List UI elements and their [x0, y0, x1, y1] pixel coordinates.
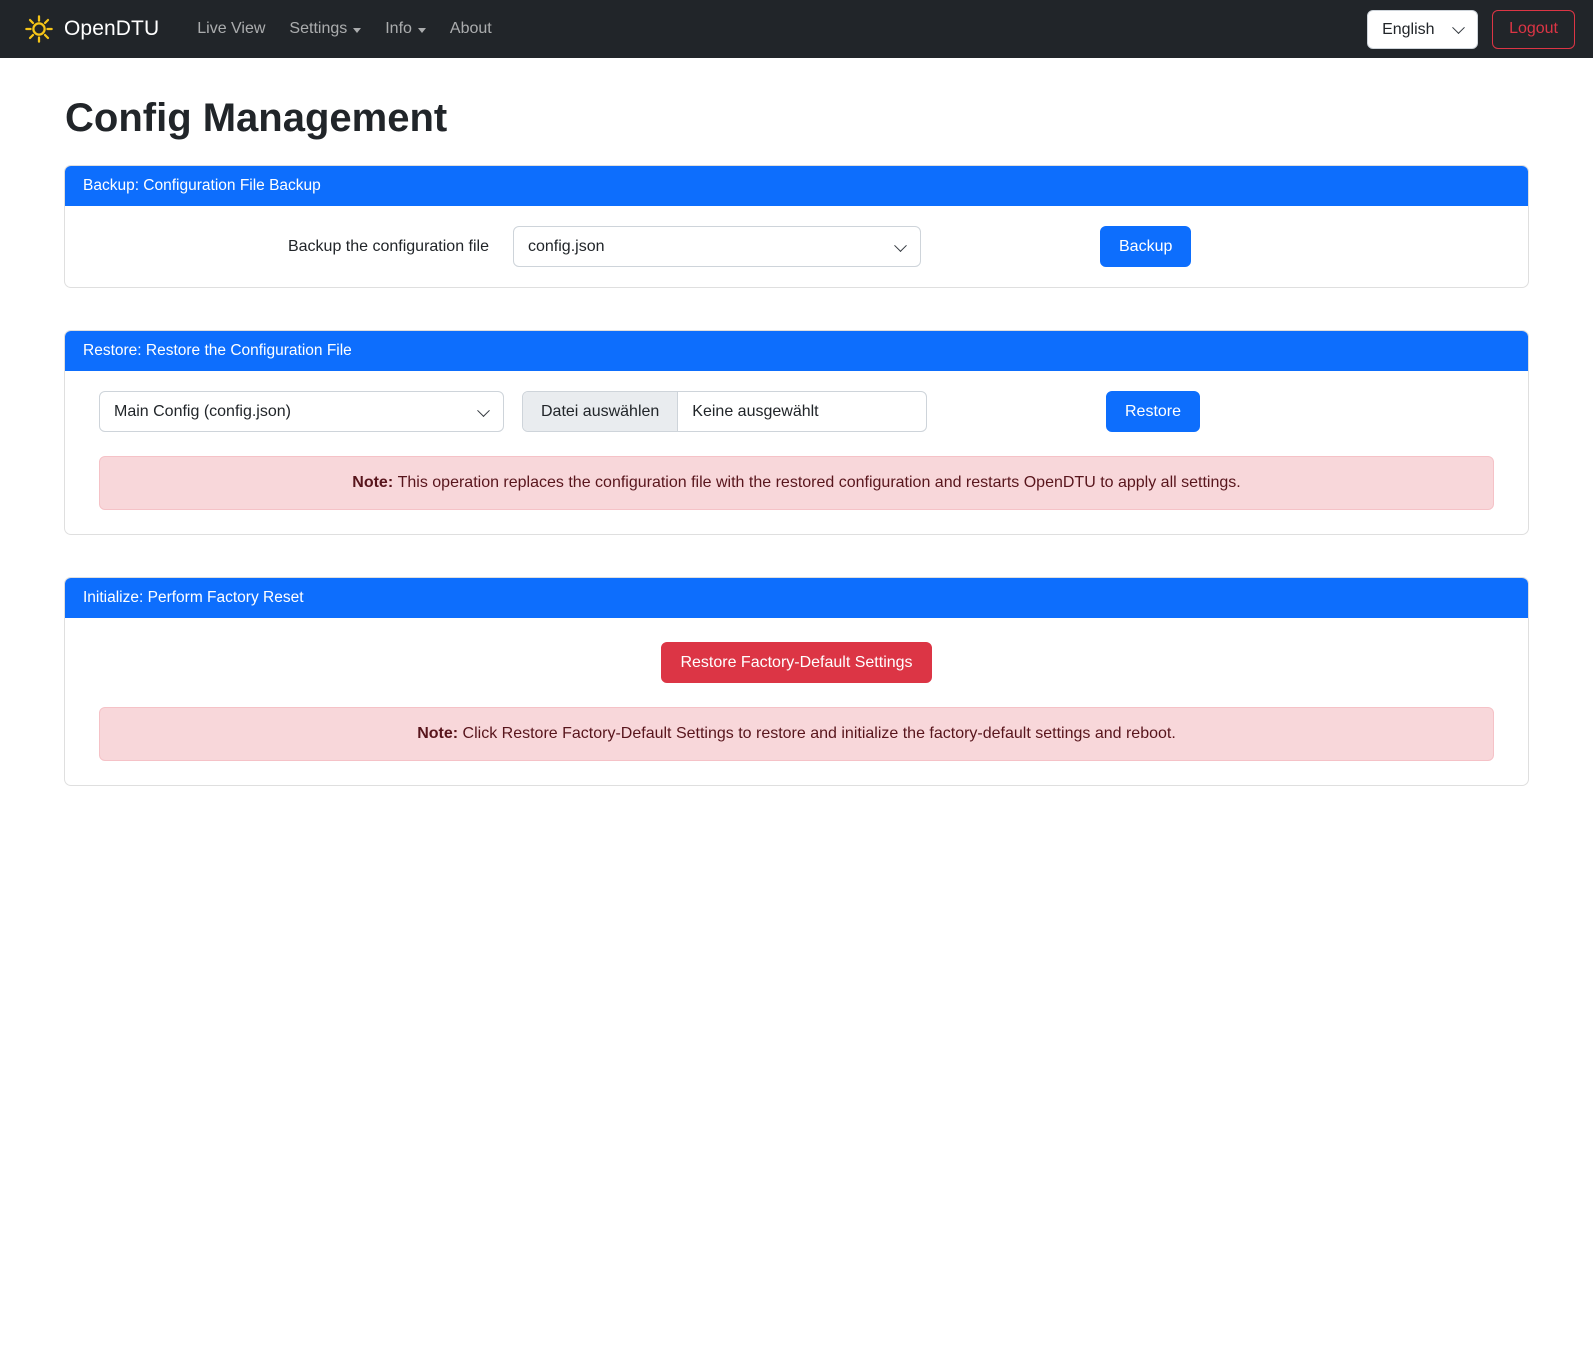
initialize-card	[64, 577, 1529, 786]
restore-note-label: Note:	[352, 474, 398, 491]
factory-reset-row	[83, 638, 1510, 683]
initialize-note-text: Click Restore Factory-Default Settings to restore and initialize the factory-default settings and reboot.	[462, 725, 1176, 742]
nav-item-label: Settings	[289, 20, 348, 37]
chevron-down-icon	[418, 28, 426, 33]
page-title: Config Management	[65, 96, 448, 140]
main-nav	[185, 12, 504, 46]
initialize-note	[99, 707, 1494, 761]
restore-target-select-wrapper	[99, 391, 504, 432]
chosen-file-name: Keine ausgewählt	[692, 402, 819, 420]
page-content	[0, 96, 1593, 786]
nav-item-label: Info	[385, 20, 412, 37]
restore-factory-defaults-button[interactable]: Restore Factory-Default Settings	[661, 642, 931, 683]
backup-file-label: Backup the configuration file	[287, 237, 489, 255]
top-navbar	[0, 0, 1593, 58]
nav-item-info[interactable]	[373, 12, 438, 46]
initialize-card-body	[65, 618, 1528, 785]
backup-card	[64, 165, 1529, 288]
language-select[interactable]	[1367, 10, 1478, 49]
sun-icon	[24, 14, 54, 44]
backup-card-body	[65, 206, 1528, 287]
restore-card-header: Restore: Restore the Configuration File	[65, 331, 1528, 371]
restore-card	[64, 330, 1529, 535]
restore-target-select[interactable]	[99, 391, 504, 432]
brand-logo[interactable]	[24, 14, 159, 44]
nav-item-label: Live View	[197, 20, 266, 37]
logout-button[interactable]: Logout	[1492, 10, 1575, 49]
backup-file-select[interactable]	[513, 226, 921, 267]
brand-title: OpenDTU	[64, 17, 160, 40]
backup-form-row	[83, 226, 1510, 267]
backup-file-select-wrapper	[513, 226, 921, 267]
nav-item-settings[interactable]	[277, 12, 373, 46]
language-select-wrapper	[1367, 10, 1478, 49]
backup-card-header: Backup: Configuration File Backup	[65, 166, 1528, 206]
initialize-note-label: Note:	[417, 725, 463, 742]
nav-item-about[interactable]	[438, 12, 504, 46]
restore-file-input[interactable]	[522, 391, 927, 432]
choose-file-button[interactable]: Datei auswählen	[523, 392, 678, 431]
restore-form-row	[83, 391, 1510, 432]
restore-button[interactable]: Restore	[1106, 391, 1200, 432]
nav-item-label: About	[449, 20, 492, 37]
restore-note	[99, 456, 1494, 510]
chevron-down-icon	[353, 28, 361, 33]
navbar-right-controls	[1367, 10, 1577, 49]
backup-button[interactable]: Backup	[1100, 226, 1191, 267]
nav-item-live-view[interactable]	[185, 12, 277, 46]
restore-card-body	[65, 371, 1528, 534]
initialize-card-header: Initialize: Perform Factory Reset	[65, 578, 1528, 618]
restore-note-text: This operation replaces the configuration file with the restored configuration and restarts OpenDTU to apply all settings.	[397, 474, 1241, 491]
